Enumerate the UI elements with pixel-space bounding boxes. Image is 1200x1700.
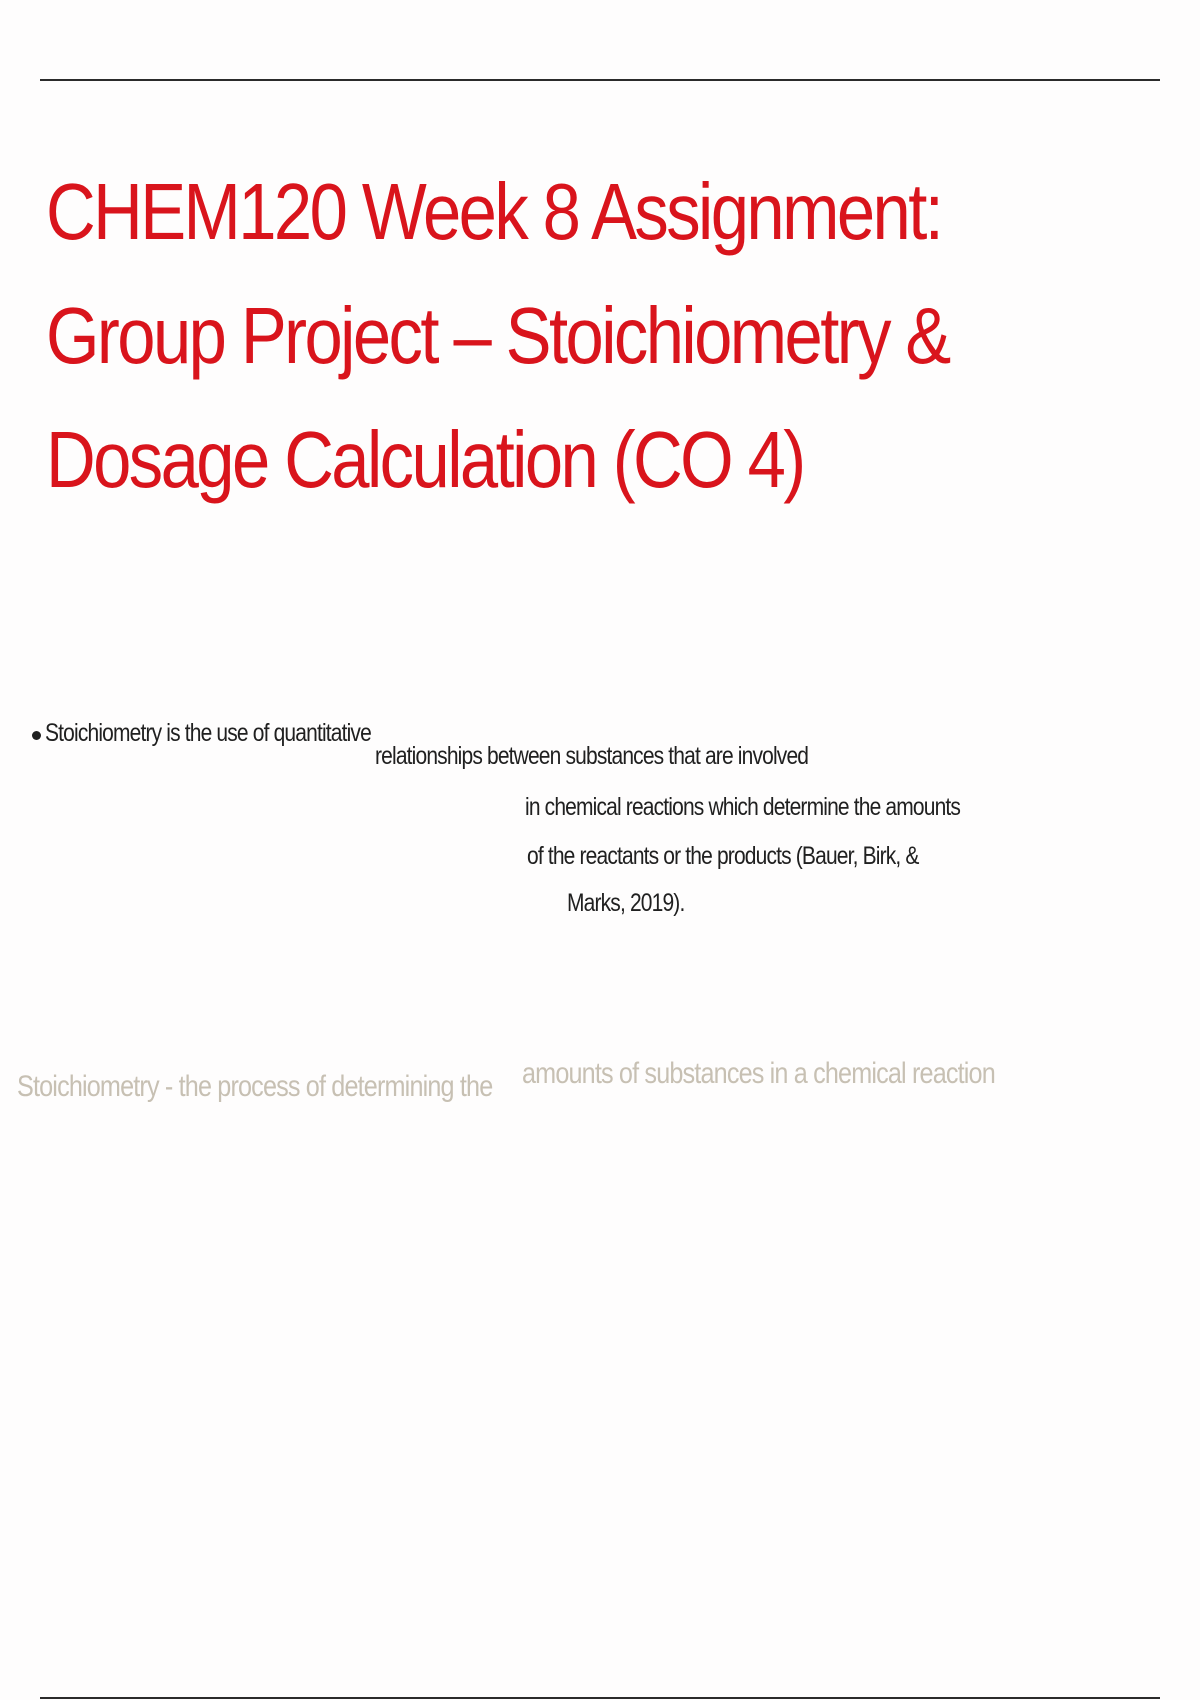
bullet-text-line-3: in chemical reactions which determine the amounts — [525, 793, 961, 821]
title-line-2: Group Project – Stoichiometry & — [46, 291, 949, 380]
bullet-dot-icon — [32, 731, 41, 740]
bullet-text-line-4: of the reactants or the products (Bauer, Birk, & — [527, 842, 919, 870]
bottom-divider — [40, 1697, 1160, 1699]
top-divider — [40, 79, 1160, 81]
definition-text-right: amounts of substances in a chemical reaction — [522, 1057, 995, 1090]
bullet-text-line-2: relationships between substances that are involved — [375, 742, 809, 770]
title-line-3: Dosage Calculation (CO 4) — [46, 415, 804, 504]
title-line-1: CHEM120 Week 8 Assignment: — [46, 167, 942, 256]
bullet-text-line-1: Stoichiometry is the use of quantitative — [45, 719, 371, 747]
document-title — [46, 150, 949, 522]
definition-text-left: Stoichiometry - the process of determining the — [17, 1070, 493, 1103]
bullet-text-line-5: Marks, 2019). — [567, 889, 685, 917]
